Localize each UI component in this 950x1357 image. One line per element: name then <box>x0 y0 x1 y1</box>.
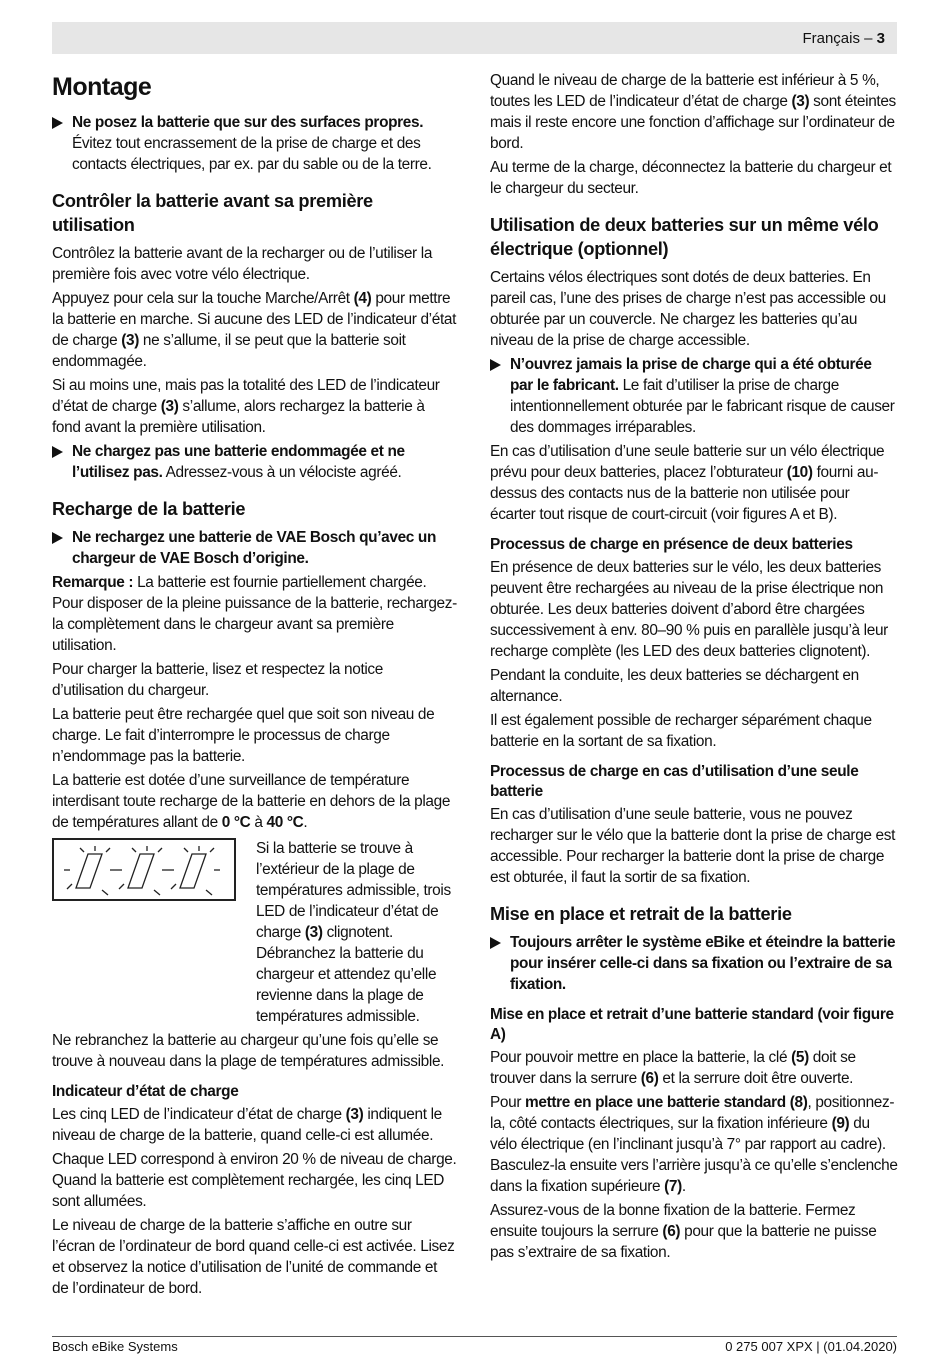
paragraph: En cas d’utilisation d’une seule batterie, vous ne pouvez recharger sur le vélo que la batterie dont la prise de charge est accessible. Pour recharger la batterie dont la prise de charge est obturée, il faut la sortir de sa fixation. <box>490 806 896 886</box>
header-text <box>802 30 885 47</box>
paragraph: Certains vélos électriques sont dotés de deux batteries. En pareil cas, l’une des prises de charge n’est pas accessible ou obturée par un couvercle. Ne chargez les batteries qu’au niveau de la prise de charge accessible. <box>490 269 886 349</box>
bullet-triangle-icon <box>52 446 63 458</box>
header-separator: – <box>859 30 877 47</box>
paragraph: La batterie est dotée d’une surveillance de température interdisant toute recharge de la batterie en dehors de la plage de températures allant de 0 °C à 40 °C. <box>52 772 451 831</box>
paragraph: Le niveau de charge de la batterie s’affiche en outre sur l’écran de l’ordinateur de bord quand celle-ci est activée. Lisez et observez la notice d’utilisation de l’unité de commande et de l’ordinateur de bord. <box>52 1217 455 1297</box>
bullet-triangle-icon <box>52 532 63 544</box>
paragraph: En présence de deux batteries sur le vélo, les deux batteries peuvent être rechargées au niveau de la prise électrique non obturée. Les deux batteries doivent d’abord être chargées successivement à env. 80–90 % puis en parallèle jusqu’à leur recharge complète (les LED des deux batteries clignotent). <box>490 559 888 660</box>
paragraph: Pour mettre en place une batterie standard (8), positionnez-la, côté contacts électriques, sur la fixation inférieure (9) du vélo électrique (en l’inclinant jusqu’à 7° par rapport au cadre). Basculez-la ensuite vers l’arrière jusqu’à ce qu’elle s’enclenche dans la fixation supérieure (7). <box>490 1094 898 1195</box>
warning-bold: Ne posez la batterie que sur des surfaces propres. <box>72 114 424 131</box>
page-number: 3 <box>876 30 885 47</box>
note-paragraph: Remarque : La batterie est fournie partiellement chargée. Pour disposer de la pleine puissance de la batterie, rechargez-la complètement dans le chargeur avant sa première utilisation. <box>52 574 457 654</box>
paragraph: En cas d’utilisation d’une seule batterie sur un vélo électrique prévu pour deux batteries, placez l’obturateur (10) fourni au-dessus des contacts nus de la batterie non utilisée pour écarter tout risque de court-circuit (voir figures A et B). <box>490 443 885 523</box>
warning-text: Évitez tout encrassement de la prise de charge et des contacts électriques, par ex. par du sable ou de la terre. <box>72 135 432 173</box>
footer-divider <box>52 1336 897 1337</box>
heading-two-batteries: Utilisation de deux batteries sur un même vélo électrique (optionnel) <box>490 215 879 259</box>
paragraph: Assurez-vous de la bonne fixation de la batterie. Fermez ensuite toujours la serrure (6) pour que la batterie ne puisse pas s’extraire de sa fixation. <box>490 1202 877 1261</box>
heading-recharge: Recharge de la batterie <box>52 499 246 519</box>
paragraph: Pour pouvoir mettre en place la batterie, la clé (5) doit se trouver dans la serrure (6) et la serrure doit être ouverte. <box>490 1049 856 1087</box>
bullet-triangle-icon <box>490 937 501 949</box>
paragraph: Les cinq LED de l’indicateur d’état de charge (3) indiquent le niveau de charge de la batterie, quand celle-ci est allumée. <box>52 1106 442 1144</box>
paragraph: Ne rebranchez la batterie au chargeur qu’une fois qu’elle se trouve à nouveau dans la plage de températures admissible. <box>52 1032 445 1070</box>
paragraph: Pour charger la batterie, lisez et respectez la notice d’utilisation du chargeur. <box>52 661 383 699</box>
paragraph: Au terme de la charge, déconnectez la batterie du chargeur et le chargeur du secteur. <box>490 159 892 197</box>
section-title-montage: Montage <box>52 73 152 101</box>
paragraph: Quand le niveau de charge de la batterie est inférieur à 5 %, toutes les LED de l’indicateur d’état de charge (3) sont éteintes mais il reste encore une fonction d’affichage sur l’ordinateur de bord. <box>490 72 896 152</box>
led-figure-row <box>52 838 457 1027</box>
bullet-triangle-icon <box>490 359 501 371</box>
bullet-triangle-icon <box>52 117 63 129</box>
heading-check-battery: Contrôler la batterie avant sa première utilisation <box>52 191 373 235</box>
blinking-led-figure <box>52 838 236 901</box>
right-column <box>490 70 898 1266</box>
heading-insert-remove: Mise en place et retrait de la batterie <box>490 904 792 924</box>
warning-sealed-socket: N’ouvrez jamais la prise de charge qui a été obturée par le fabricant. Le fait d’utiliser la prise de charge intentionnellement obturée par le fabricant risque de causer des dommages irréparables. <box>490 354 898 438</box>
paragraph: Chaque LED correspond à environ 20 % de niveau de charge. Quand la batterie est complètement rechargée, les cinq LED sont allumées. <box>52 1151 457 1210</box>
footer-doc-number: 0 275 007 XPX | (01.04.2020) <box>725 1339 897 1354</box>
left-column <box>52 70 457 1302</box>
heading-charge-single-battery: Processus de charge en cas d’utilisation d’une seule batterie <box>490 763 859 800</box>
page-header <box>52 22 897 54</box>
warning-switch-off: Toujours arrêter le système eBike et éteindre la batterie pour insérer celle-ci dans sa fixation ou l’extraire de sa fixation. <box>490 932 898 995</box>
heading-standard-battery: Mise en place et retrait d’une batterie standard (voir figure A) <box>490 1006 894 1043</box>
paragraph: Si au moins une, mais pas la totalité des LED de l’indicateur d’état de charge (3) s’allume, alors rechargez la batterie à fond avant la première utilisation. <box>52 377 440 436</box>
paragraph: Pendant la conduite, les deux batteries se déchargent en alternance. <box>490 667 859 705</box>
heading-charge-two-batteries: Processus de charge en présence de deux batteries <box>490 536 853 553</box>
footer-publisher: Bosch eBike Systems <box>52 1339 178 1354</box>
header-language: Français <box>802 30 860 47</box>
warning-damaged-battery: Ne chargez pas une batterie endommagée et ne l’utilisez pas. Adressez-vous à un vélociste agréé. <box>52 441 457 483</box>
paragraph: Contrôlez la batterie avant de la recharger ou de l’utiliser la première fois avec votre vélo électrique. <box>52 245 433 283</box>
paragraph: La batterie peut être rechargée quel que soit son niveau de charge. Le fait d’interrompre le processus de charge n’endommage pas la batterie. <box>52 706 435 765</box>
paragraph: Il est également possible de recharger séparément chaque batterie en la sortant de sa fixation. <box>490 712 872 750</box>
paragraph: Appuyez pour cela sur la touche Marche/Arrêt (4) pour mettre la batterie en marche. Si aucune des LED de l’indicateur d’état de charge (3) ne s’allume, il se peut que la batterie soit endommagée. <box>52 290 457 370</box>
led-figure-caption: Si la batterie se trouve à l’extérieur de la plage de températures admissible, trois LED de l’indicateur d’état de charge (3) clignotent. Débranchez la batterie du chargeur et attendez qu’elle revienne dans la plage de températures admissible. <box>256 840 451 1025</box>
heading-charge-indicator: Indicateur d’état de charge <box>52 1083 239 1100</box>
blinking-led-icon <box>54 840 234 899</box>
warning-clean-surfaces <box>52 112 457 175</box>
warning-original-charger: Ne rechargez une batterie de VAE Bosch qu’avec un chargeur de VAE Bosch d’origine. <box>52 527 457 569</box>
